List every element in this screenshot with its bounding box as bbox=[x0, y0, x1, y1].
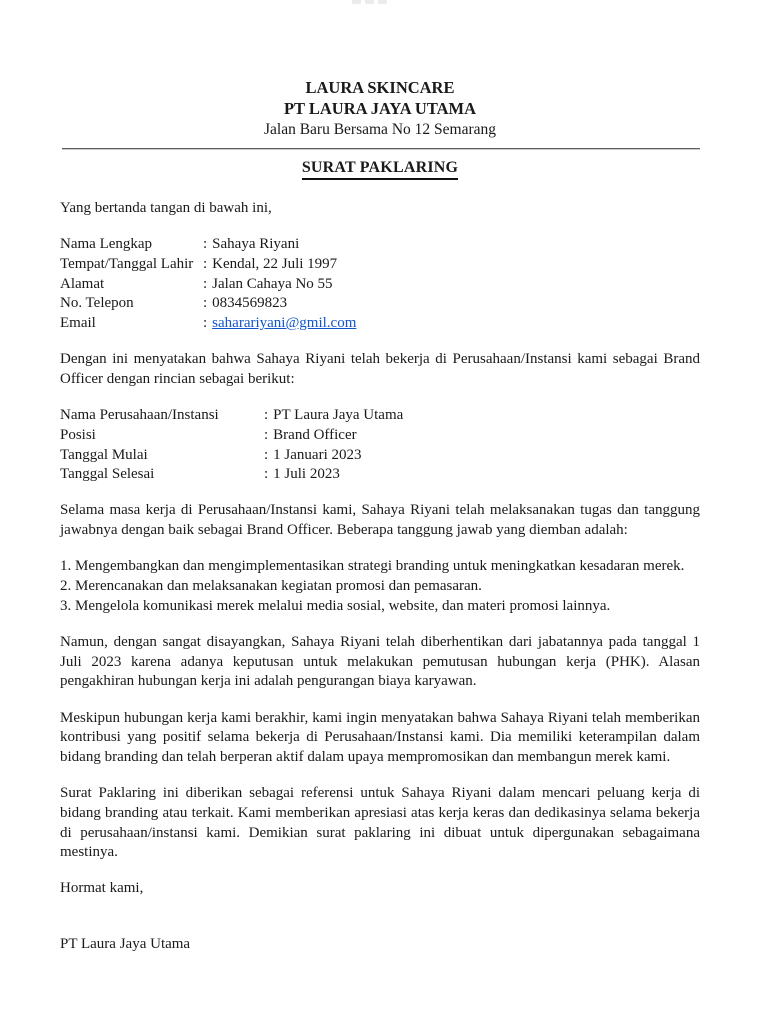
detail-value: Jalan Cahaya No 55 bbox=[212, 275, 333, 292]
detail-row bbox=[60, 314, 700, 334]
paragraph-appreciation: Meskipun hubungan kerja kami berakhir, kami ingin menyatakan bahwa Sahaya Riyani telah memberikan kontribusi yang positif selama bekerja di Perusahaan/Instansi kami. Dia memiliki keterampilan dalam bidang branding dan telah berperan aktif dalam upaya mempromosikan dan membangun merek kami. bbox=[60, 709, 700, 765]
paragraph-statement: Dengan ini menyatakan bahwa Sahaya Riyani telah bekerja di Perusahaan/Instansi kami sebagai Brand Officer dengan rincian sebagai berikut: bbox=[60, 351, 700, 387]
detail-label: Tanggal Mulai bbox=[60, 446, 148, 463]
list-item: 2. Merencanakan dan melaksanakan kegiatan promosi dan pemasaran. bbox=[60, 578, 482, 595]
detail-colon: : bbox=[203, 236, 208, 253]
detail-label: Email bbox=[60, 315, 96, 332]
detail-colon: : bbox=[203, 275, 208, 292]
detail-colon: : bbox=[264, 466, 269, 483]
letter-title: SURAT PAKLARING bbox=[60, 157, 700, 180]
detail-row bbox=[60, 446, 700, 466]
detail-value: 0834569823 bbox=[212, 295, 288, 312]
detail-value: Kendal, 22 Juli 1997 bbox=[212, 255, 338, 272]
detail-value: 1 Juli 2023 bbox=[273, 466, 340, 483]
detail-row bbox=[60, 406, 700, 426]
detail-colon: : bbox=[203, 315, 208, 332]
list-item: 1. Mengembangkan dan mengimplementasikan strategi branding untuk meningkatkan kesadaran merek. bbox=[60, 558, 685, 575]
letterhead-divider bbox=[62, 148, 700, 150]
detail-value: Brand Officer bbox=[273, 426, 357, 443]
list-item: 3. Mengelola komunikasi merek melalui media sosial, website, dan materi promosi lainnya. bbox=[60, 597, 611, 614]
detail-label: Tanggal Selesai bbox=[60, 466, 155, 483]
detail-row bbox=[60, 426, 700, 446]
signature-company: PT Laura Jaya Utama bbox=[60, 936, 191, 953]
company-address: Jalan Baru Bersama No 12 Semarang bbox=[263, 121, 496, 138]
detail-colon: : bbox=[264, 426, 269, 443]
responsibilities-list bbox=[60, 557, 700, 616]
detail-value: 1 Januari 2023 bbox=[273, 446, 362, 463]
detail-row bbox=[60, 235, 700, 255]
detail-label: Tempat/Tanggal Lahir bbox=[60, 255, 194, 272]
detail-colon: : bbox=[203, 255, 208, 272]
email-link[interactable]: saharariyani@gmil.com bbox=[212, 315, 357, 332]
detail-label: Alamat bbox=[60, 275, 105, 292]
detail-value: PT Laura Jaya Utama bbox=[273, 407, 404, 424]
detail-value: Sahaya Riyani bbox=[212, 236, 300, 253]
dot-icon bbox=[365, 0, 374, 4]
employment-details bbox=[60, 406, 700, 485]
dot-icon bbox=[378, 0, 387, 4]
detail-colon: : bbox=[264, 446, 269, 463]
page-handle-dots-icon bbox=[352, 0, 387, 4]
letterhead bbox=[60, 0, 700, 140]
personal-details bbox=[60, 235, 700, 334]
company-name: PT LAURA JAYA UTAMA bbox=[283, 99, 477, 118]
brand-name: LAURA SKINCARE bbox=[305, 78, 455, 97]
detail-colon: : bbox=[203, 295, 208, 312]
paragraph-closing-statement: Surat Paklaring ini diberikan sebagai referensi untuk Sahaya Riyani dalam mencari peluang kerja di bidang branding atau terkait. Kami memberikan apresiasi atas kerja keras dan dedikasinya selama bekerja di perusahaan/instansi kami. Demikian surat paklaring ini dibuat untuk dipergunakan sebagaimana mestinya. bbox=[60, 785, 700, 861]
paragraph-responsibilities-intro: Selama masa kerja di Perusahaan/Instansi kami, Sahaya Riyani telah melaksanakan tugas dan tanggung jawabnya dengan baik sebagai Brand Officer. Beberapa tanggung jawab yang diemban adalah: bbox=[60, 502, 700, 539]
detail-label: Posisi bbox=[60, 426, 96, 443]
detail-row bbox=[60, 275, 700, 295]
closing-salutation: Hormat kami, bbox=[60, 880, 144, 897]
dot-icon bbox=[352, 0, 361, 4]
detail-colon: : bbox=[264, 407, 269, 424]
detail-label: Nama Lengkap bbox=[60, 236, 153, 253]
detail-row bbox=[60, 255, 700, 275]
detail-row bbox=[60, 294, 700, 314]
detail-row bbox=[60, 465, 700, 485]
paragraph-termination: Namun, dengan sangat disayangkan, Sahaya Riyani telah diberhentikan dari jabatannya pada tanggal 1 Juli 2023 karena adanya keputusan untuk melakukan pemutusan hubungan kerja (PHK). Alasan pengakhiran hubungan kerja ini adalah pengurangan biaya karyawan. bbox=[60, 633, 700, 690]
intro-line: Yang bertanda tangan di bawah ini, bbox=[60, 200, 272, 216]
detail-label: Nama Perusahaan/Instansi bbox=[60, 407, 219, 424]
detail-label: No. Telepon bbox=[60, 295, 134, 312]
